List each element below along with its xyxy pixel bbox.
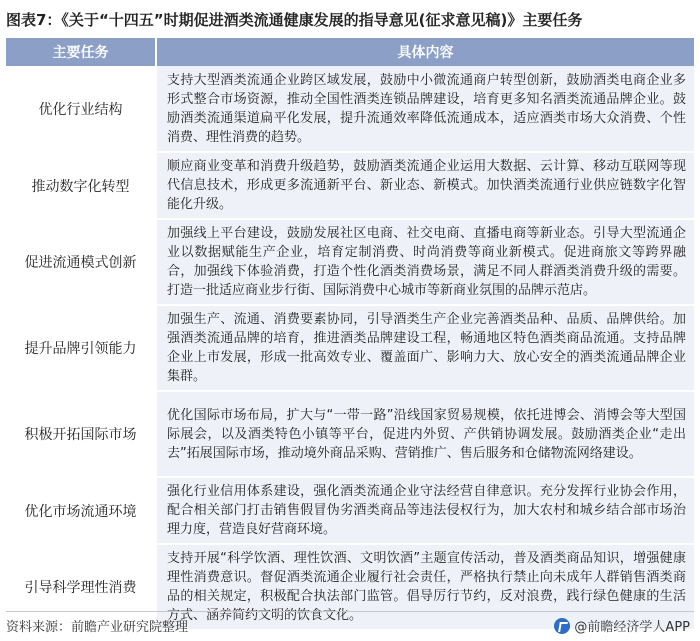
- content-cell: 优化国际市场布局，扩大与“一带一路”沿线国家贸易规模，依托进博会、消博会等大型国际展会，以及酒类特色小镇等平台，促进内外贸、产供销协调发展。鼓励酒类企业“走出去”拓展国际市场，推动境外商品采购、营销推广、售后服务和仓储物流网络建设。: [156, 391, 694, 477]
- content-cell: 顺应商业变革和消费升级趋势，鼓励酒类流通企业运用大数据、云计算、移动互联网等现代信息技术，形成更多流通新平台、新业态、新模式。加快酒类流通行业供应链数字化智能化升级。: [156, 152, 694, 219]
- table-row: [6, 391, 694, 477]
- table-row: [6, 305, 694, 391]
- task-cell: 优化行业结构: [6, 66, 156, 152]
- content-cell: 支持大型酒类流通企业跨区域发展，鼓励中小微流通商户转型创新，鼓励酒类电商企业多形式整合市场资源，推动全国性酒类连锁品牌建设，培育更多知名酒类流通品牌企业。鼓励酒类流通渠道扁平化发展，提升流通效率降低流通成本，适应酒类市场大众消费、个性消费、理性消费的趋势。: [156, 66, 694, 152]
- content-cell: 加强线上平台建设，鼓励发展社区电商、社交电商、直播电商等新业态。引导大型流通企业以数据赋能生产企业，培育定制消费、时尚消费等商业新模式。促进商旅文等跨界融合，加强线下体验消费，打造个性化酒类消费场景，满足不同人群酒类消费升级的需要。打造一批适应商业步行街、国际消费中心城市等新商业氛围的品牌示范店。: [156, 219, 694, 305]
- footer: [6, 611, 694, 638]
- table-row: [6, 66, 694, 152]
- task-cell: 推动数字化转型: [6, 152, 156, 219]
- tasks-table: [6, 38, 694, 631]
- source-note: 资料来源：前瞻产业研究院整理: [6, 620, 189, 635]
- task-cell: 优化市场流通环境: [6, 477, 156, 544]
- task-cell: 引导科学理性消费: [6, 544, 156, 630]
- column-header-task: 主要任务: [6, 38, 156, 66]
- brand-credit: [554, 616, 690, 635]
- table-row: [6, 219, 694, 305]
- brand-label: @前瞻经济学人APP: [574, 620, 690, 635]
- task-cell: 促进流通模式创新: [6, 219, 156, 305]
- content-cell: 支持开展“科学饮酒、理性饮酒、文明饮酒”主题宣传活动，普及酒类商品知识，增强健康理性消费意识。督促酒类流通企业履行社会责任，严格执行禁止向未成年人群销售酒类商品的相关规定，积极配合执法部门监管。倡导厉行节约，反对浪费，践行绿色健康的生活方式、涵养简约文明的饮食文化。: [156, 544, 694, 630]
- column-header-content: 具体内容: [156, 38, 694, 66]
- table-row: [6, 477, 694, 544]
- content-cell: 强化行业信用体系建设，强化酒类流通企业守法经营自律意识。充分发挥行业协会作用，配合相关部门打击销售假冒伪劣酒类商品等违法侵权行为，加大农村和城乡结合部市场治理力度，营造良好营商环境。: [156, 477, 694, 544]
- qianzhan-logo-icon: [554, 618, 570, 634]
- task-cell: 提升品牌引领能力: [6, 305, 156, 391]
- task-cell: 积极开拓国际市场: [6, 391, 156, 477]
- page-title: 图表7：《关于“十四五”时期促进酒类流通健康发展的指导意见(征求意见稿)》主要任务: [6, 11, 583, 29]
- content-cell: 加强生产、流通、消费要素协同，引导酒类生产企业完善酒类品种、品质、品牌供给。加强酒类流通品牌的培育，推进酒类品牌建设工程，畅通地区特色酒类商品流通。支持品牌企业上市发展，形成一批高效专业、覆盖面广、影响力大、放心安全的酒类流通品牌企业集群。: [156, 305, 694, 391]
- tasks-table-container: [6, 38, 694, 631]
- table-header-row: [6, 38, 694, 66]
- table-row: [6, 152, 694, 219]
